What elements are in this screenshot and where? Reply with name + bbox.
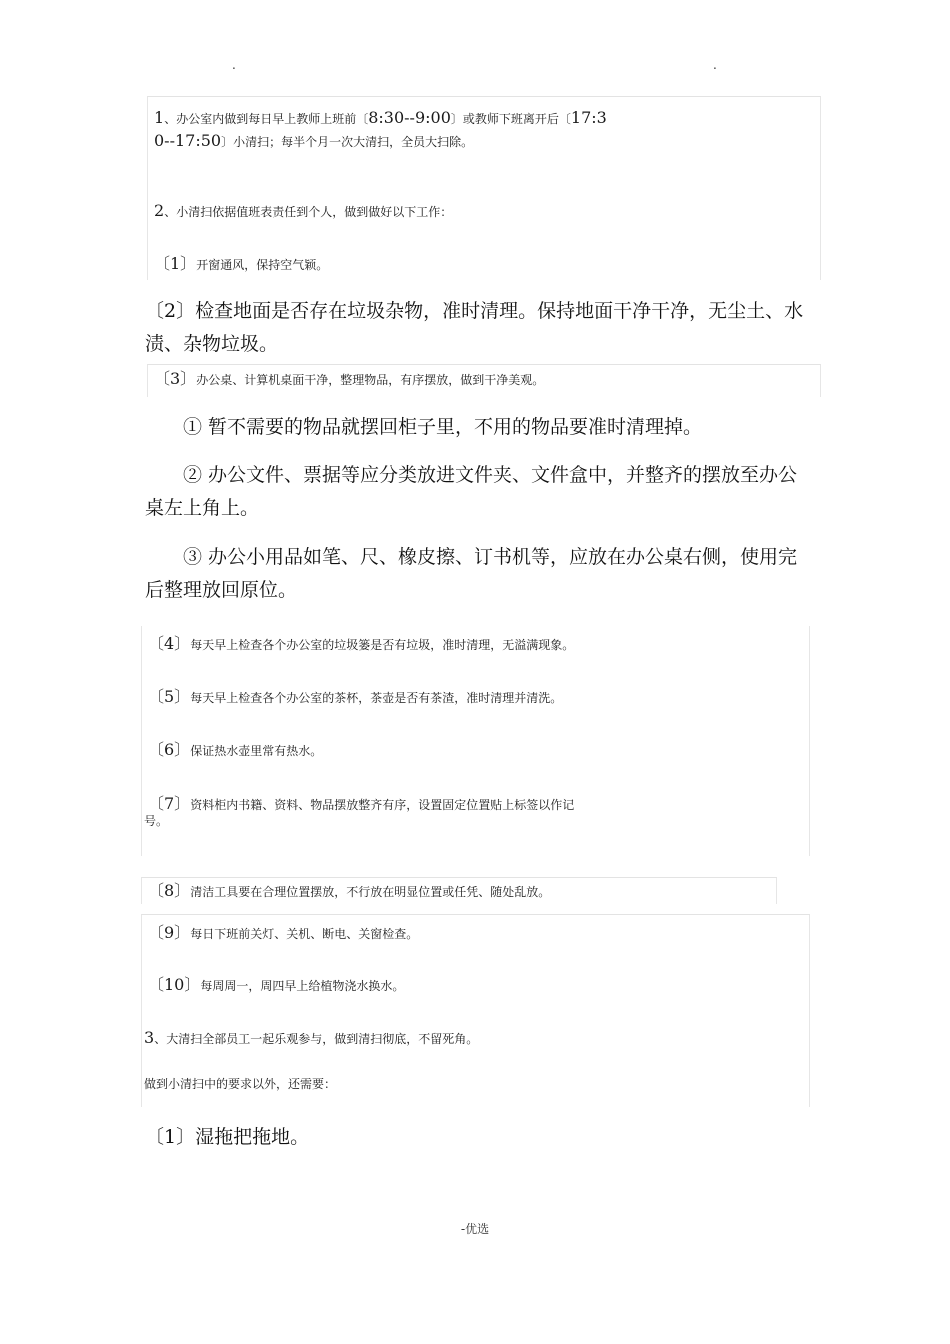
item-p9: 〔9〕每日下班前关灯、关机、断电、关窗检查。 xyxy=(148,923,419,942)
text-box-5 xyxy=(141,914,810,1107)
header-dot-right: . xyxy=(713,58,717,72)
item-1-line-a: 1、办公室内做到每日早上教师上班前〔8:30--9:00〕或教师下班离开后〔17:3 xyxy=(154,108,607,127)
item-1-line-b: 0--17:50〕小清扫；每半个月一次大清扫，全员大扫除。 xyxy=(154,131,474,150)
text-box-1 xyxy=(147,96,821,280)
item-extra: 做到小清扫中的要求以外，还需要： xyxy=(144,1077,337,1091)
item-p7-line-a: 〔7〕资料柜内书籍、资料、物品摆放整齐有序，设置固定位置贴上标签以作记 xyxy=(148,794,575,813)
item-p8: 〔8〕清洁工具要在合理位置摆放，不行放在明显位置或任凭、随处乱放。 xyxy=(148,881,551,900)
text-box-2 xyxy=(147,364,821,397)
item-p6: 〔6〕保证热水壶里常有热水。 xyxy=(148,740,323,759)
paragraph-last: 〔1〕湿拖把拖地。 xyxy=(145,1126,310,1148)
paragraph-circle-2: ② 办公文件、票据等应分类放进文件夹、文件盒中，并整齐的摆放至办公桌左上角上。 xyxy=(145,464,798,519)
paragraph-item-2: 〔2〕检查地面是否存在垃圾杂物，准时清理。保持地面干净干净，无尘土、水渍、杂物垃圾。 xyxy=(145,300,804,355)
item-p10: 〔10〕每周周一，周四早上给植物浇水换水。 xyxy=(148,975,405,994)
item-p1: 〔1〕开窗通风，保持空气颖。 xyxy=(154,254,329,273)
item-p3: 〔3〕办公桌、计算机桌面干净，整理物品，有序摆放，做到干净美观。 xyxy=(154,369,545,388)
item-p7-line-b: 号。 xyxy=(144,814,169,828)
item-p4: 〔4〕每天早上检查各个办公室的垃圾篓是否有垃圾，准时清理，无溢满现象。 xyxy=(148,634,575,653)
paragraph-circle-3: ③ 办公小用品如笔、尺、橡皮擦、订书机等，应放在办公桌右侧，使用完后整理放回原位。 xyxy=(145,546,798,601)
paragraph-circle-1: ① 暂不需要的物品就摆回柜子里，不用的物品要准时清理掉。 xyxy=(183,416,703,438)
item-2: 2、小清扫依据值班表责任到个人，做到做好以下工作： xyxy=(154,201,453,220)
item-p5: 〔5〕每天早上检查各个办公室的茶杯，茶壶是否有茶渣，准时清理并清洗。 xyxy=(148,687,563,706)
header-dot-left: . xyxy=(232,58,236,72)
text-box-4 xyxy=(141,877,777,904)
page-footer: -优选 xyxy=(460,1222,490,1236)
text-box-3 xyxy=(141,626,810,856)
item-3: 3、大清扫全部员工一起乐观参与，做到清扫彻底，不留死角。 xyxy=(144,1028,479,1047)
